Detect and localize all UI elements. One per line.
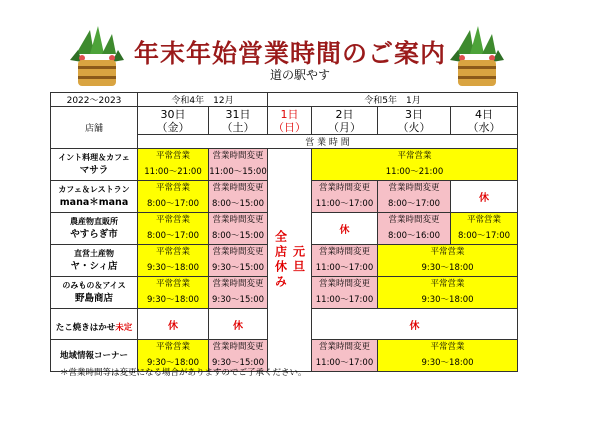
hours-cell: 平常営業 9:30～18:00 <box>378 340 518 372</box>
shop-name-cell: のみもの＆アイス 野島商店 <box>51 277 138 309</box>
hours-cell: 平常営業 11:00～21:00 <box>312 149 518 181</box>
era-2023: 令和5年 1月 <box>268 93 518 107</box>
shop-name-cell: 地域情報コーナー <box>51 340 138 372</box>
hours-cell: 営業時間変更 8:00～15:00 <box>209 213 268 245</box>
hours-cell: 営業時間変更 11:00～17:00 <box>312 277 378 309</box>
hours-cell: 営業時間変更 11:00～17:00 <box>312 181 378 213</box>
schedule-table <box>50 92 518 372</box>
hours-cell: 平常営業 8:00～17:00 <box>138 213 209 245</box>
hours-cell: 平常営業 9:30～18:00 <box>138 277 209 309</box>
day-header-30: 30日 （金） <box>138 107 209 135</box>
holiday-line-1: 元旦 <box>291 245 306 275</box>
shop-name-cell: たこ焼きはかせ未定 <box>51 309 138 340</box>
hours-cell: 営業時間変更 9:30～15:00 <box>209 245 268 277</box>
hours-cell: 営業時間変更 8:00～17:00 <box>378 181 451 213</box>
hours-cell: 営業時間変更 11:00～17:00 <box>312 340 378 372</box>
hours-label: 営 業 時 間 <box>138 135 518 149</box>
hours-cell: 営業時間変更 8:00～15:00 <box>209 181 268 213</box>
day-header-3: 3日 （火） <box>378 107 451 135</box>
table-row <box>51 149 518 181</box>
closed-cell: 休 <box>209 309 268 340</box>
hours-cell: 平常営業 11:00～21:00 <box>138 149 209 181</box>
hours-cell: 営業時間変更 8:00～16:00 <box>378 213 451 245</box>
hours-cell: 平常営業 9:30～18:00 <box>138 245 209 277</box>
page-title: 年末年始営業時間のご案内 <box>133 39 446 68</box>
hours-cell: 平常営業 9:30～18:00 <box>378 245 518 277</box>
day-header-4: 4日 （水） <box>451 107 518 135</box>
day-header-2: 2日 （月） <box>312 107 378 135</box>
hours-cell: 平常営業 9:30～18:00 <box>378 277 518 309</box>
hours-cell: 営業時間変更 9:30～15:00 <box>209 277 268 309</box>
new-year-holiday-cell <box>268 149 312 372</box>
hours-cell: 平常営業 8:00～17:00 <box>138 181 209 213</box>
shop-label: 店舗 <box>51 107 138 149</box>
shop-name-cell: カフェ＆レストラン mana＊mana <box>51 181 138 213</box>
hours-cell: 平常営業 8:00～17:00 <box>451 213 518 245</box>
day-header-31: 31日 （土） <box>209 107 268 135</box>
year-range: 2022～2023 <box>51 93 138 107</box>
hours-cell: 平常営業 9:30～18:00 <box>138 340 209 372</box>
footnote: ＊営業時間等は変更になる場合がありますのでご了承ください。 <box>60 368 307 378</box>
holiday-line-2: 全店休み <box>273 230 288 290</box>
closed-cell: 休 <box>312 213 378 245</box>
hours-cell: 営業時間変更 9:30～15:00 <box>209 340 268 372</box>
era-2022: 令和4年 12月 <box>138 93 268 107</box>
day-header-1: 1日 （日） <box>268 107 312 135</box>
closed-cell: 休 <box>138 309 209 340</box>
shop-name-cell: 農産物直販所 やすらぎ市 <box>51 213 138 245</box>
closed-cell: 休 <box>312 309 518 340</box>
hours-cell: 営業時間変更 11:00～15:00 <box>209 149 268 181</box>
shop-name-cell: 直営土産物 ヤ・シィ店 <box>51 245 138 277</box>
hours-cell: 営業時間変更 11:00～17:00 <box>312 245 378 277</box>
closed-cell: 休 <box>451 181 518 213</box>
page-subtitle: 道の駅やす <box>269 68 330 82</box>
shop-name-cell: イント料理＆カフェ マサラ <box>51 149 138 181</box>
